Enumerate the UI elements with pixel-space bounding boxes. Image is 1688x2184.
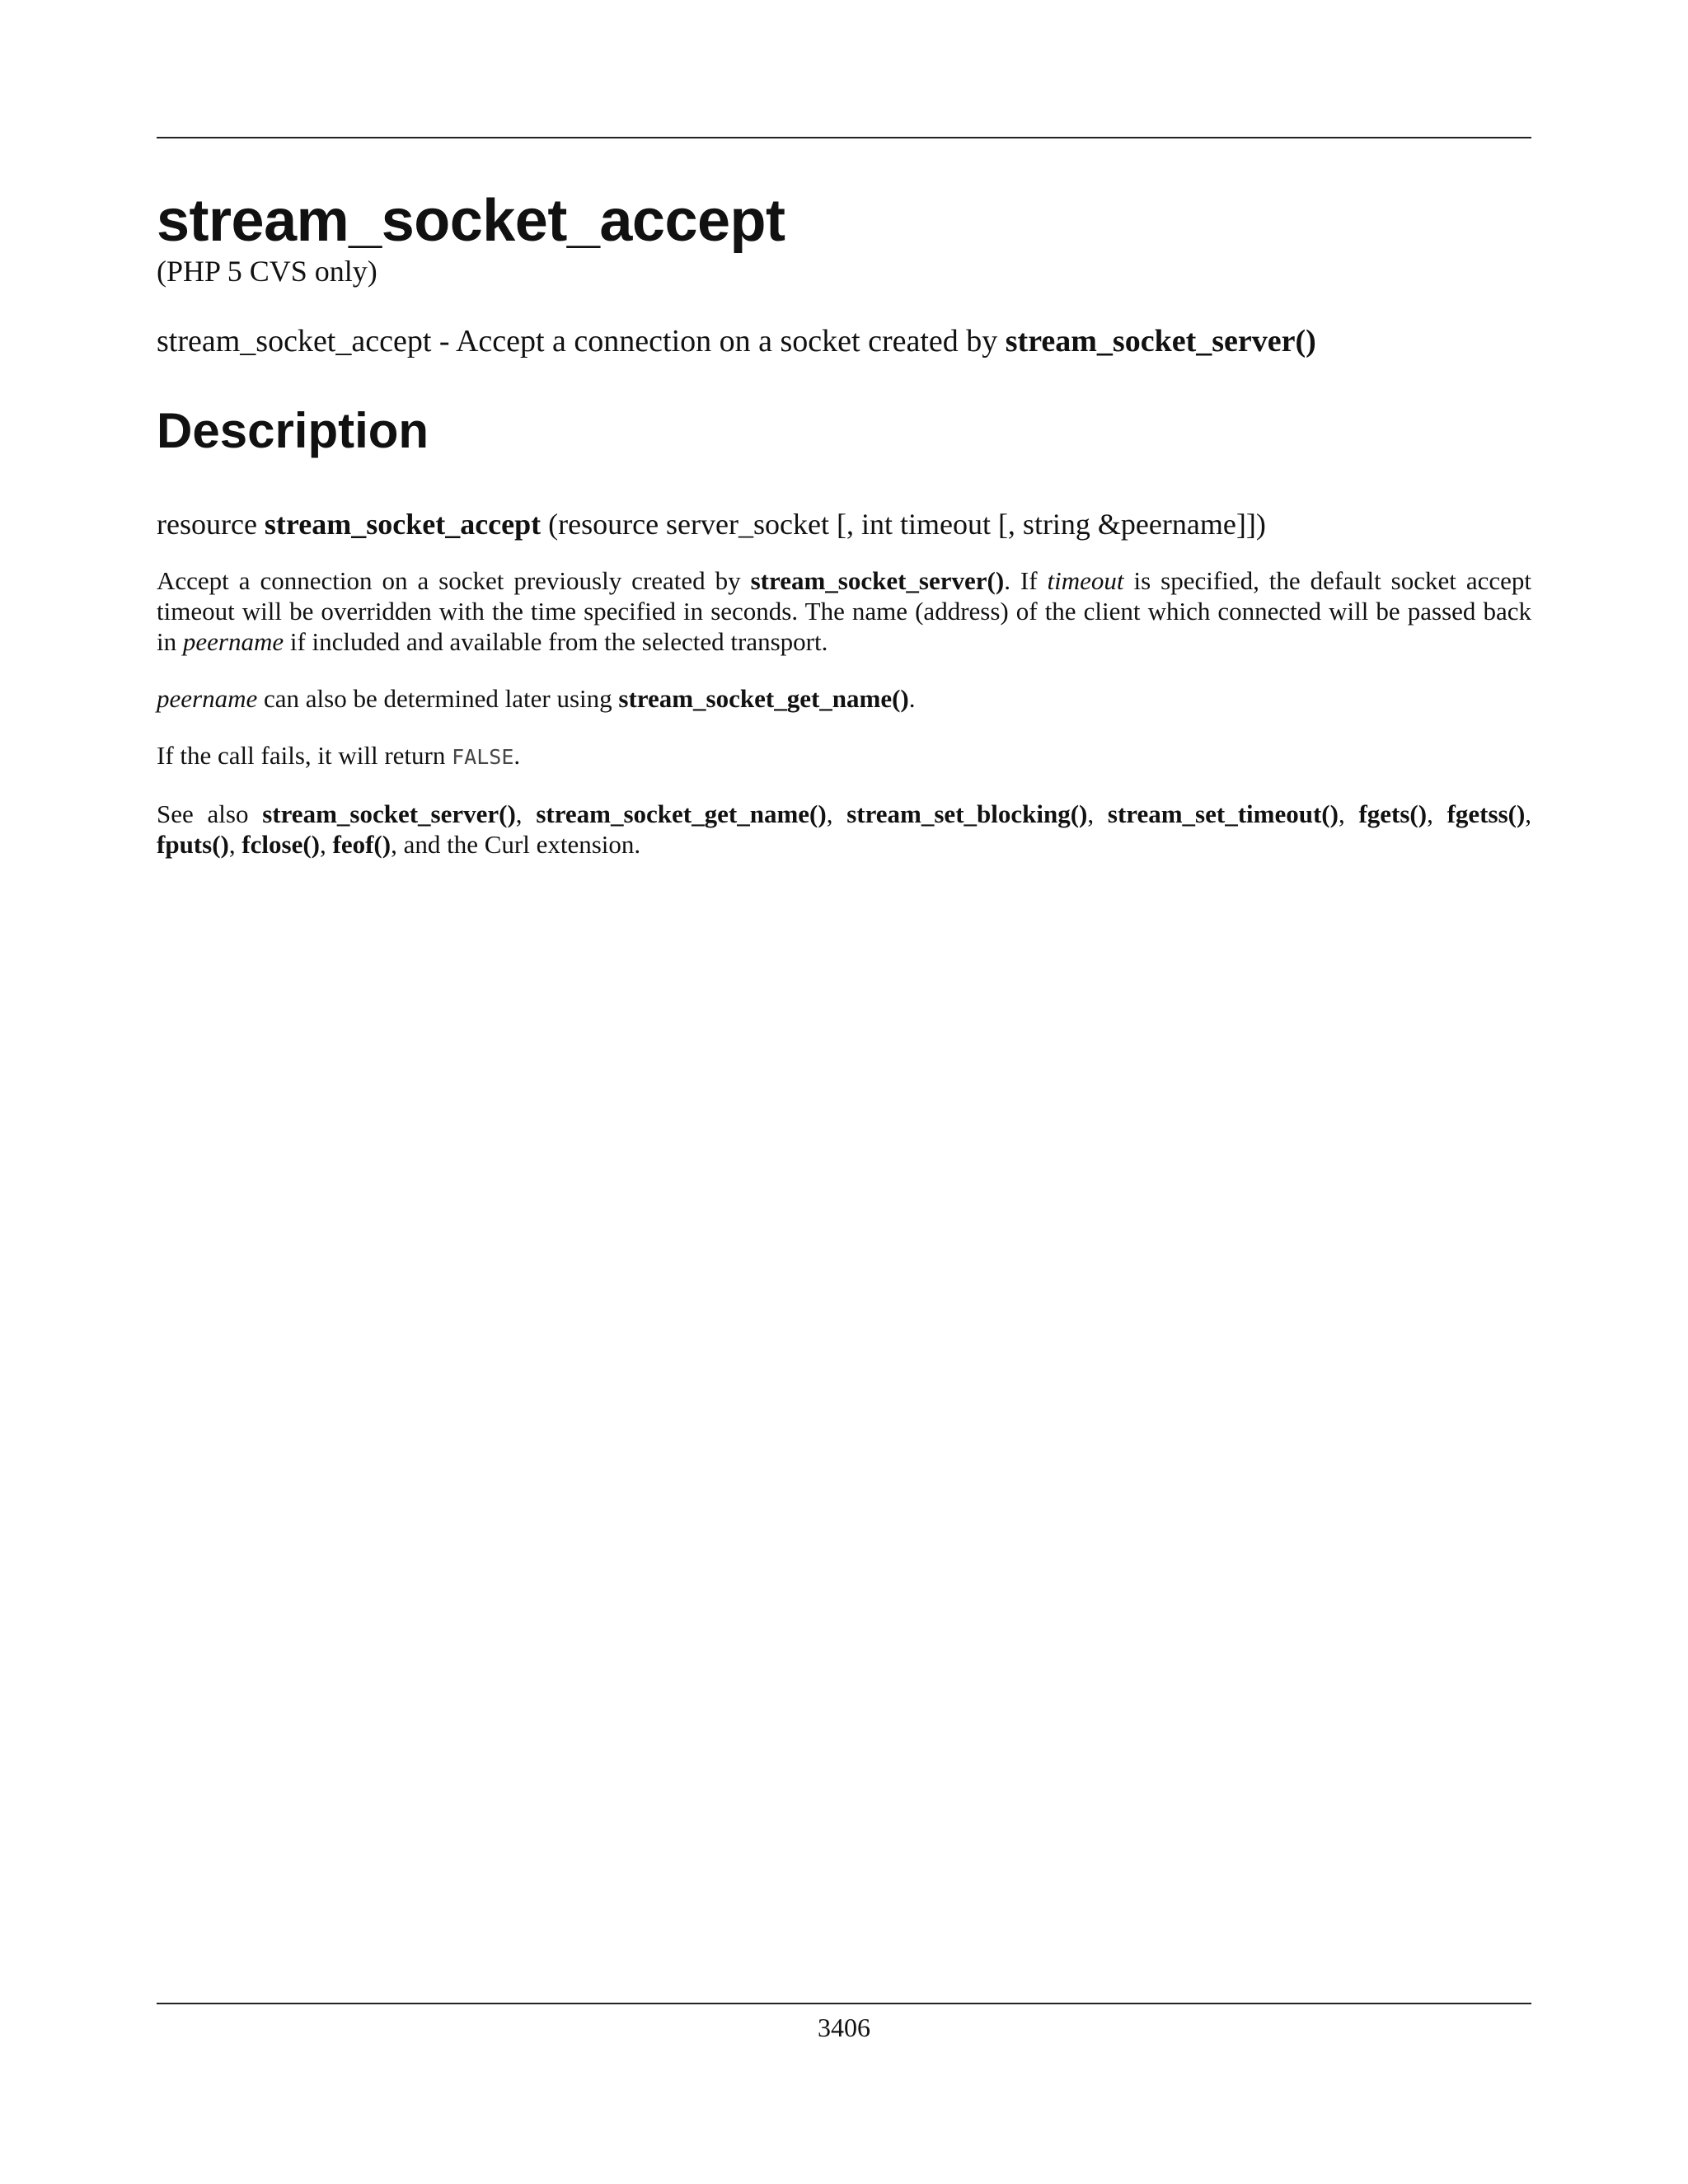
separator: , <box>1427 799 1447 828</box>
header-rule <box>157 137 1531 138</box>
function-link[interactable]: stream_socket_get_name() <box>618 684 909 713</box>
param-name: peername <box>157 684 258 713</box>
function-link[interactable]: feof() <box>332 830 392 859</box>
function-link[interactable]: fputs() <box>157 830 229 859</box>
separator: , <box>1087 799 1108 828</box>
section-title-description: Description <box>157 403 429 458</box>
synopsis-params: (resource server_socket [, int timeout [, string &peername]]) <box>541 508 1266 541</box>
para-text: . <box>513 741 521 770</box>
function-link[interactable]: stream_set_timeout() <box>1107 799 1339 828</box>
see-also-paragraph <box>157 799 1531 860</box>
page-content <box>157 188 1531 860</box>
peername-paragraph <box>157 683 1531 714</box>
param-name: peername <box>182 627 284 656</box>
synopsis-function-name: stream_socket_accept <box>264 508 542 541</box>
separator: , <box>1525 799 1532 828</box>
para-text: If the call fails, it will return <box>157 741 452 770</box>
refpurpose-text: Accept a connection on a socket created by <box>455 324 1006 359</box>
function-link[interactable]: stream_socket_get_name() <box>536 799 827 828</box>
function-link[interactable]: fgets() <box>1358 799 1428 828</box>
separator: , <box>826 799 847 828</box>
footer-rule <box>157 2003 1531 2004</box>
para-text: . If <box>1004 566 1048 595</box>
refpurpose-dash: - <box>431 324 456 359</box>
function-synopsis <box>157 506 1531 542</box>
refpurpose <box>157 321 1531 361</box>
para-text: can also be determined later using <box>257 684 619 713</box>
function-link[interactable]: fgetss() <box>1447 799 1526 828</box>
para-text: , and the Curl extension. <box>391 830 641 859</box>
return-value-paragraph <box>157 740 1531 772</box>
para-text: Accept a connection on a socket previously created by <box>157 566 751 595</box>
availability-note: (PHP 5 CVS only) <box>157 255 377 288</box>
para-text: See also <box>157 799 263 828</box>
separator: , <box>1338 799 1359 828</box>
synopsis-return-type: resource <box>157 508 265 541</box>
description-paragraph <box>157 565 1531 657</box>
refpurpose-func-link[interactable]: stream_socket_server() <box>1005 324 1316 359</box>
page-title: stream_socket_accept <box>157 188 785 254</box>
function-link[interactable]: stream_set_blocking() <box>846 799 1088 828</box>
param-name: timeout <box>1047 566 1124 595</box>
function-link[interactable]: stream_socket_server() <box>262 799 516 828</box>
refpurpose-name: stream_socket_accept <box>157 324 432 359</box>
constant-literal: FALSE <box>452 745 514 769</box>
function-link[interactable]: fclose() <box>241 830 321 859</box>
separator: , <box>228 830 242 859</box>
page-number: 3406 <box>818 2013 870 2042</box>
function-link[interactable]: stream_socket_server() <box>750 566 1005 595</box>
para-text: if included and available from the selected transport. <box>284 627 828 656</box>
separator: , <box>320 830 333 859</box>
para-text: . <box>908 684 916 713</box>
separator: , <box>515 799 537 828</box>
para-text: is specified, the default socket accept timeout will be overridden with the time specified in seconds. The name (address) of the client which connected will be passed back in <box>157 566 1531 656</box>
